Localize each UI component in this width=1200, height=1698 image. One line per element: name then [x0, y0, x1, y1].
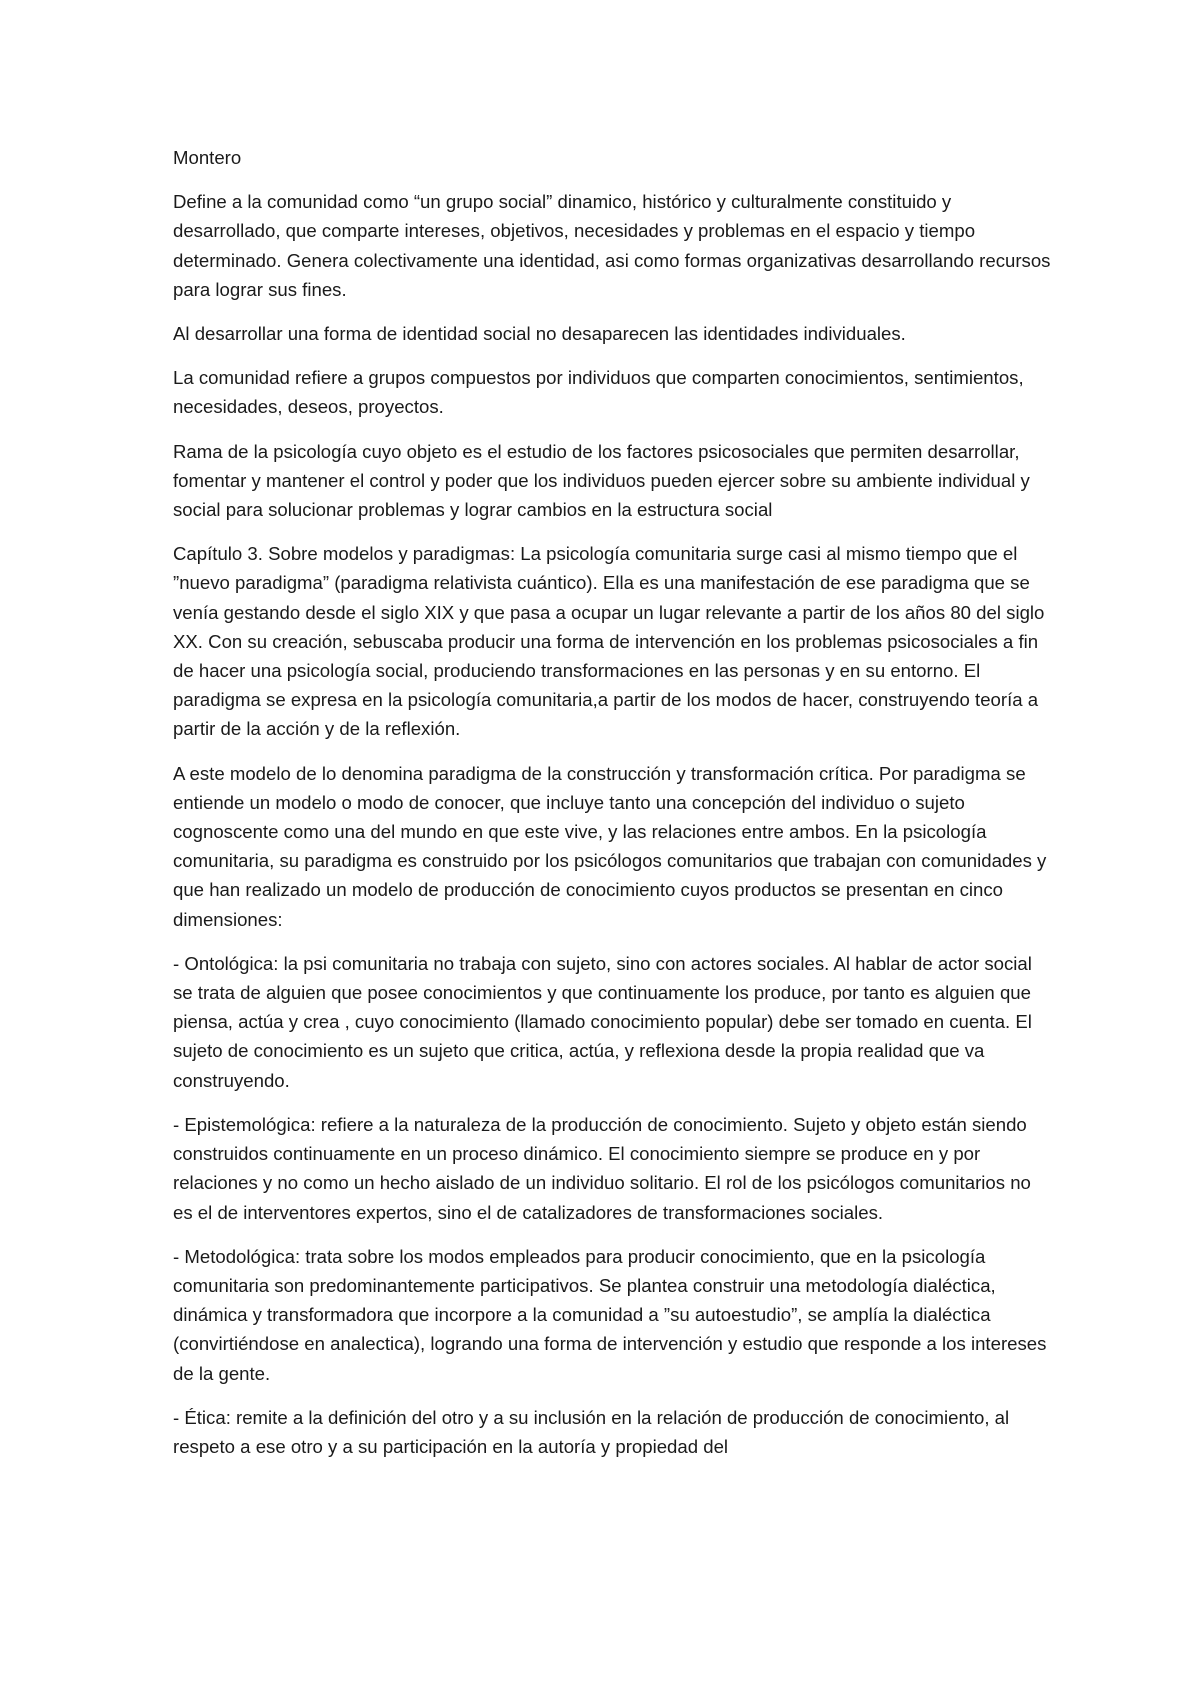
paragraph-community: La comunidad refiere a grupos compuestos por individuos que comparten conocimientos, sentimientos, necesidades, deseos, proyectos.: [173, 367, 1024, 418]
document-body: [173, 143, 1053, 1476]
paragraph-identity: Al desarrollar una forma de identidad social no desaparecen las identidades individuales.: [173, 323, 906, 345]
paragraph-model: A este modelo de lo denomina paradigma de la construcción y transformación crítica. Por paradigma se entiende un modelo o modo de conocer, que incluye tanto una concepción del individuo o sujeto cognoscente como una del mundo en que este vive, y las relaciones entre ambos. En la psicología comunitaria, su paradigma es construido por los psicólogos comunitarios que trabajan con comunidades y que han realizado un modelo de producción de conocimiento cuyos productos se presentan en cinco dimensiones:: [173, 762, 1047, 930]
paragraph-ontologica: - Ontológica: la psi comunitaria no trabaja con sujeto, sino con actores sociales. Al hablar de actor social se trata de alguien que posee conocimientos y que continuamente los produce, por tanto es alguien que piensa, actúa y crea , cuyo conocimiento (llamado conocimiento popular) debe ser tomado en cuenta. El sujeto de conocimiento es un sujeto que critica, actúa, y reflexiona desde la propia realidad que va construyendo.: [173, 952, 1032, 1091]
paragraph-metodologica: - Metodológica: trata sobre los modos empleados para producir conocimiento, que en la psicología comunitaria son predominantemente participativos. Se plantea construir una metodología dialéctica, dinámica y transformadora que incorpore a la comunidad a ”su autoestudio”, se amplía la dialéctica (convirtiéndose en analectica), logrando una forma de intervención y estudio que responde a los intereses de la gente.: [173, 1245, 1047, 1384]
document-heading: Montero: [173, 147, 242, 168]
paragraph-etica: - Ética: remite a la definición del otro y a su inclusión en la relación de producción de conocimiento, al respeto a ese otro y a su participación en la autoría y propiedad del: [173, 1406, 1010, 1457]
paragraph-epistemologica: - Epistemológica: refiere a la naturaleza de la producción de conocimiento. Sujeto y objeto están siendo construidos continuamente en un proceso dinámico. El conocimiento siempre se produce en y por relaciones y no como un hecho aislado de un individuo solitario. El rol de los psicólogos comunitarios no es el de interventores expertos, sino el de catalizadores de transformaciones sociales.: [173, 1113, 1031, 1223]
paragraph-chapter-3: Capítulo 3. Sobre modelos y paradigmas: La psicología comunitaria surge casi al mismo tiempo que el ”nuevo paradigma” (paradigma relativista cuántico). Ella es una manifestación de ese paradigma que se venía gestando desde el siglo XIX y que pasa a ocupar un lugar relevante a partir de los años 80 del siglo XX. Con su creación, sebuscaba producir una forma de intervención en los problemas psicosociales a fin de hacer una psicología social, produciendo transformaciones en las personas y en su entorno. El paradigma se expresa en la psicología comunitaria,a partir de los modos de hacer, construyendo teoría a partir de la acción y de la reflexión.: [173, 543, 1045, 740]
paragraph-branch: Rama de la psicología cuyo objeto es el estudio de los factores psicosociales que permiten desarrollar, fomentar y mantener el control y poder que los individuos pueden ejercer sobre su ambiente individual y social para solucionar problemas y lograr cambios en la estructura social: [173, 440, 1030, 521]
paragraph-definition: Define a la comunidad como “un grupo social” dinamico, histórico y culturalmente constituido y desarrollado, que comparte intereses, objetivos, necesidades y problemas en el espacio y tiempo determinado. Genera colectivamente una identidad, asi como formas organizativas desarrollando recursos para lograr sus fines.: [173, 191, 1051, 300]
